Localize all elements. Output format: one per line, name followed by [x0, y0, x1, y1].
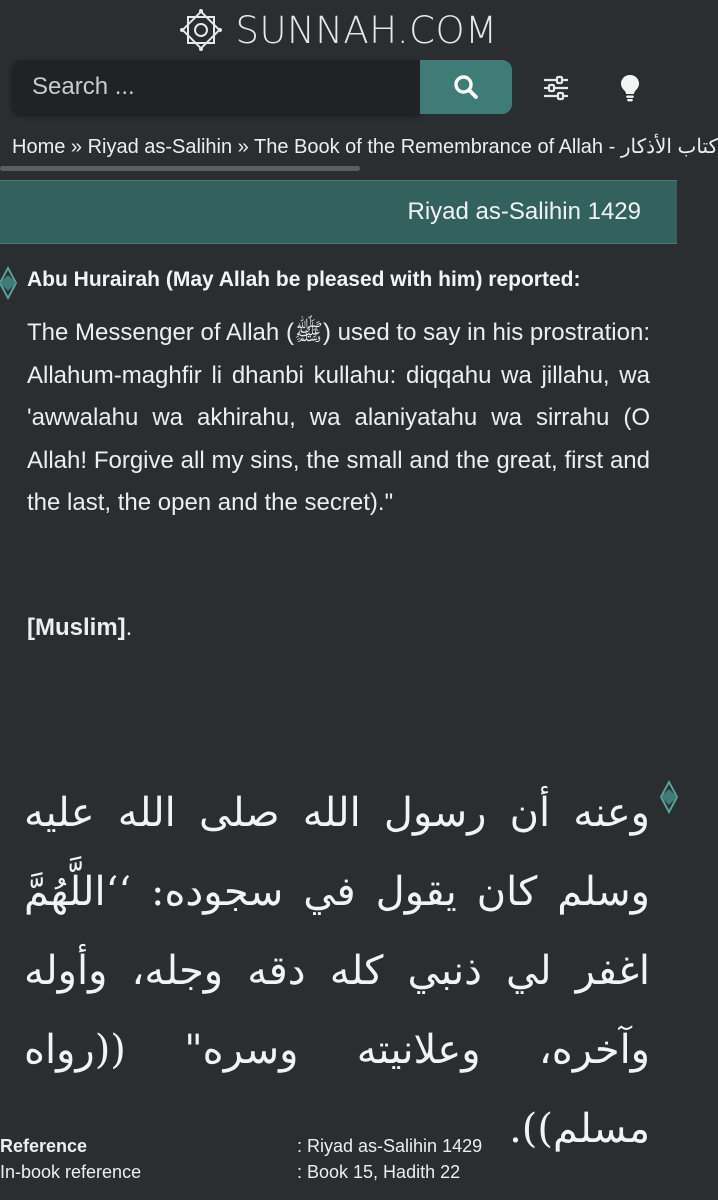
hadith-narrator: Abu Hurairah (May Allah be pleased with him) reported: [27, 268, 581, 291]
site-logo[interactable] [0, 8, 677, 52]
search-bar [12, 60, 662, 114]
search-box [12, 60, 420, 114]
hadith-arabic-text: وعنه أن رسول الله صلى الله عليه وسلم كان يقول في سجوده: ‘‘اللَّهُمَّ اغفر لي ذنبي كله دقه وجله، وأوله وآخره، وعلانيته وسره" ((رواه مسلم)). [24, 790, 650, 1152]
hadith-title: Riyad as-Salihin 1429 [407, 198, 641, 225]
theme-toggle-button[interactable] [612, 70, 648, 106]
hadith-title-bar [0, 180, 677, 244]
in-book-reference-label: In-book reference [0, 1162, 142, 1182]
hadith-grade [27, 614, 132, 642]
breadcrumb-scrollbar[interactable] [0, 166, 360, 171]
diamond-marker-icon [661, 780, 677, 814]
hadith-english-text: The Messenger of Allah (ﷺ) used to say in his prostration: Allahum-maghfir li dhanbi kullahu: diqqahu wa jillahu, wa 'awwalahu wa akhirahu, wa alaniyatahu wa sirrahu (O Allah! Forgive all my sins, the small and the great, first and the last, the open and the secret)." [27, 319, 650, 516]
search-button[interactable] [420, 60, 512, 114]
diamond-marker-icon [0, 266, 16, 300]
reference-label: Reference [0, 1136, 88, 1156]
site-name: SUNNAH.COM [235, 8, 498, 52]
geometric-star-icon [179, 8, 223, 52]
breadcrumb-text[interactable]: Home » Riyad as-Salihin » The Book of the Remembrance of Allah - كتاب الأذكار [12, 136, 718, 158]
grade-source: [Muslim] [27, 614, 126, 641]
grade-suffix: . [125, 614, 133, 641]
search-input[interactable] [12, 72, 414, 102]
search-icon [453, 74, 479, 100]
lightbulb-icon [620, 74, 640, 102]
breadcrumb[interactable] [0, 128, 718, 166]
in-book-reference-value: : Book 15, Hadith 22 [297, 1162, 461, 1182]
sliders-icon [543, 76, 569, 100]
reference-value: : Riyad as-Salihin 1429 [297, 1136, 483, 1156]
settings-button[interactable] [538, 70, 574, 106]
